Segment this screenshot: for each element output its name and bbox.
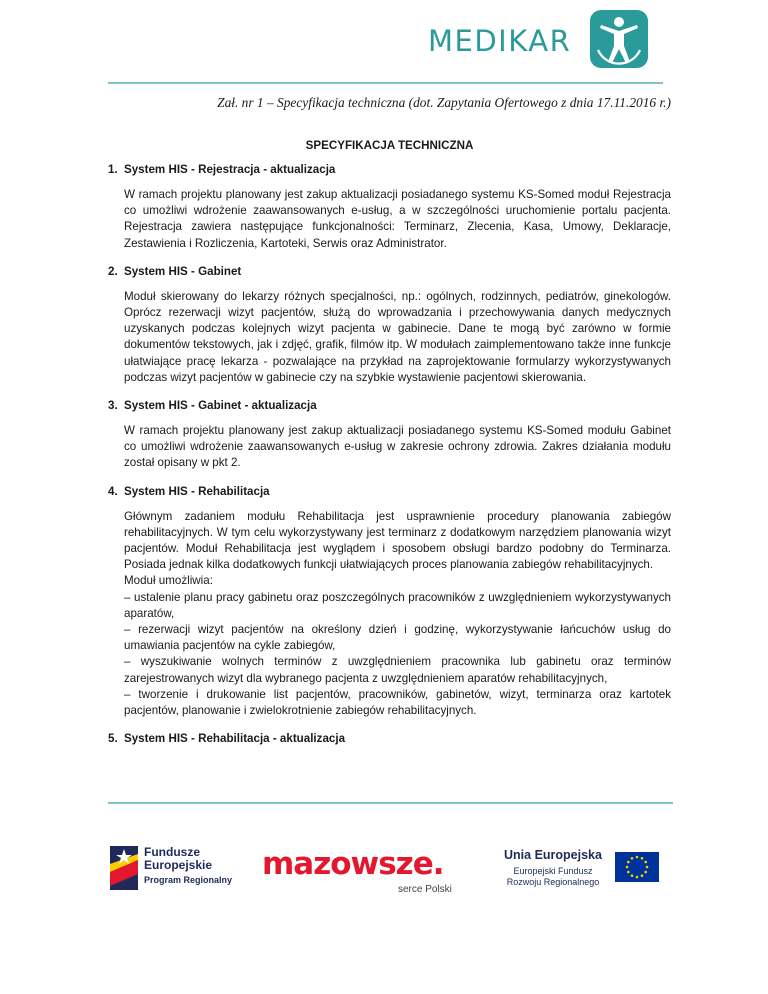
header-divider [108, 82, 663, 84]
ue-sub2: Rozwoju Regionalnego [506, 877, 600, 887]
list-intro: Moduł umożliwia: [124, 574, 213, 588]
document-title: SPECYFIKACJA TECHNICZNA [305, 139, 474, 152]
mazowsze-wordmark: mazowsze. [262, 846, 444, 882]
unia-europejska-logo [494, 848, 664, 898]
list-item: – rezerwacji wizyt pacjentów na określony dzień i godzinę, wykorzystywanie łańcuchów usług do umawiania pacjentów na cykle zabiegów, [124, 623, 671, 653]
section-paragraph: W ramach projektu planowany jest zakup aktualizacji posiadanego systemu KS-Somed modułu Gabinet co umożliwi wdrożenie zaawansowanych e-usług w zakresie ochrony zdrowia. Zakres działania modułu został opisany w pkt 2. [124, 424, 671, 470]
list-item: – tworzenie i drukowanie list pacjentów, pracowników, gabinetów, wizyt, terminarza oraz kartotek pacjentów, planowanie i zwielokrotnienie zabiegów rehabilitacyjnych. [124, 687, 671, 718]
attachment-reference: Zał. nr 1 – Specyfikacja techniczna (dot. Zapytania Ofertowego z dnia 17.11.2016 r.) [217, 95, 671, 110]
section-number: 3. [108, 399, 118, 413]
document-body [108, 162, 671, 759]
section-4 [108, 484, 671, 720]
brand-name: MEDIKAR [428, 24, 572, 58]
section-intro-text: Głównym zadaniem modułu Rehabilitacja jest usprawnienie procedury planowania zabiegów rehabilitacyjnych. W tym celu wykorzystywany jest terminarz z dodatkowym narzędziem planowania wizyt pacjentów. Moduł Rehabilitacja jest wyglądem i sposobem obsługi bardzo podobny do Terminarza. Posiada jednak kilka dodatkowych funkcji ułatwiających proces planowania zabiegów rehabilitacyjnych. [124, 509, 671, 572]
medikar-logo-icon [590, 10, 648, 68]
section-number: 2. [108, 264, 118, 278]
section-title: System HIS - Gabinet - aktualizacja [124, 399, 317, 413]
ue-sub1: Europejski Fundusz [513, 866, 593, 876]
section-3 [108, 398, 671, 472]
section-title: System HIS - Rehabilitacja [124, 484, 270, 498]
section-title: System HIS - Gabinet [124, 264, 242, 278]
section-2 [108, 264, 671, 386]
mazowsze-logo [262, 846, 462, 900]
fe-line2: Europejskie [144, 858, 213, 872]
section-paragraph [124, 509, 671, 720]
mazowsze-tagline: serce Polski [398, 884, 452, 895]
ue-title: Unia Europejska [504, 848, 602, 862]
section-number: 5. [108, 732, 118, 746]
section-title: System HIS - Rejestracja - aktualizacja [124, 163, 336, 176]
section-paragraph: W ramach projektu planowany jest zakup aktualizacji posiadanego systemu KS-Somed moduł Rejestracja co umożliwi wdrożenie zaawansowanych e-usług, a w szczególności uruchomienie portalu pacjenta. Rejestracja zawiera następujące funkcjonalności: Terminarz, Zlecenia, Kasa, Umowy, Deklaracje, Zestawienia i Rozliczenia, Kartoteki, Serwis oraz Administrator. [124, 188, 671, 250]
page-header [0, 0, 768, 90]
section-number: 1. [108, 163, 118, 176]
list-item: – wyszukiwanie wolnych terminów z uwzględnieniem pracownika lub gabinetu oraz terminów zarejestrowanych wizyt dla wybranego pacjenta z uwzględnieniem aparatów rehabilitacyjnych, [124, 655, 671, 685]
page-footer [0, 830, 768, 910]
section-title: System HIS - Rehabilitacja - aktualizacja [124, 732, 346, 746]
section-number: 4. [108, 484, 118, 498]
fe-line1: Fundusze [144, 845, 200, 859]
section-paragraph: Moduł skierowany do lekarzy różnych specjalności, np.: ogólnych, rodzinnych, pediatrów, ginekologów. Oprócz rezerwacji wizyt pacjentów, służą do wprowadzania i przechowywania danych medycznych uzyskanych podczas kolejnych wizyt pacjenta w gabinecie. Dane te mogą być zarówno w formie dokumentów tekstowych, jak i zdjęć, grafik, filmów itp. W modułach zaimplementowano także inne funkcje ułatwiające pracę lekarza - pozwalające na przykład na zaprojektowanie formularzy wykorzystywanych podczas wizyt pacjentów w gabinecie czy na szybkie wystawienie pacjentowi skierowania. [124, 289, 671, 384]
fe-line3: Program Regionalny [144, 875, 233, 885]
fundusze-europejskie-logo [110, 846, 260, 892]
section-5 [108, 731, 671, 747]
fe-star-icon [110, 846, 138, 890]
list-item: – ustalenie planu pracy gabinetu oraz poszczególnych pracowników z uwzględnieniem wykorzystywanych aparatów, [124, 590, 671, 620]
footer-divider [108, 802, 673, 804]
eu-flag-icon [615, 852, 659, 882]
section-1 [108, 162, 671, 252]
